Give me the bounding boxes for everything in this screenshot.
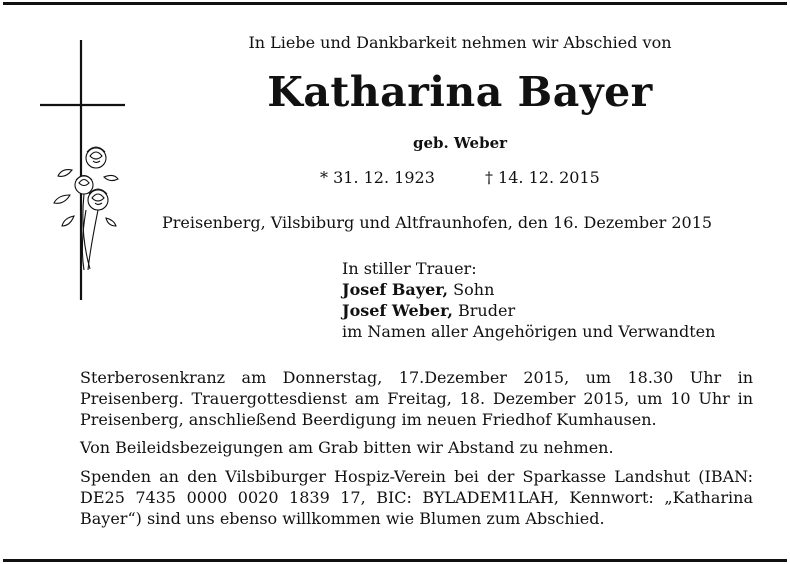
cross-with-roses-icon [40, 40, 130, 300]
mourner-line [342, 300, 715, 321]
death-date: † 14. 12. 2015 [484, 168, 600, 187]
place-and-date: Preisenberg, Vilsbiburg und Altfraunhofen, den 16. Dezember 2015 [162, 213, 713, 232]
mourners-block [342, 258, 715, 342]
relatives-line: im Namen aller Angehörigen und Verwandten [342, 322, 716, 341]
bottom-border [3, 559, 787, 562]
mourner-relation: Bruder [452, 301, 516, 320]
life-dates [320, 168, 600, 187]
funeral-details-paragraph: Sterberosenkranz am Donnerstag, 17.Dezember 2015, um 18.30 Uhr in Preisenberg. Trauergottesdienst am Freitag, 18. Dezember 2015, um 10 Uhr in Preisenberg, anschließend Beerdigung im neuen Friedhof Kumhausen. [80, 368, 753, 429]
birth-name: geb. Weber [412, 134, 508, 152]
intro-line: In Liebe und Dankbarkeit nehmen wir Abschied von [248, 33, 672, 52]
mourner-relation: Sohn [448, 280, 495, 299]
mourner-name: Josef Bayer, [342, 280, 449, 299]
mourner-name: Josef Weber, [342, 301, 453, 320]
donation-paragraph: Spenden an den Vilsbiburger Hospiz-Verein bei der Sparkasse Landshut (IBAN: DE25 7435 0000 0020 1839 17, BIC: BYLADEM1LAH, Kennwort: „Katharina Bayer“) sind uns ebenso willkommen wie Blumen zum Abschied. [80, 467, 753, 528]
mourner-line [342, 279, 715, 300]
deceased-name: Katharina Bayer [267, 68, 653, 116]
top-border [3, 2, 787, 5]
birth-date: * 31. 12. 1923 [320, 168, 435, 187]
mourners-heading: In stiller Trauer: [342, 259, 477, 278]
condolence-paragraph: Von Beileidsbezeigungen am Grab bitten wir Abstand zu nehmen. [80, 438, 614, 457]
